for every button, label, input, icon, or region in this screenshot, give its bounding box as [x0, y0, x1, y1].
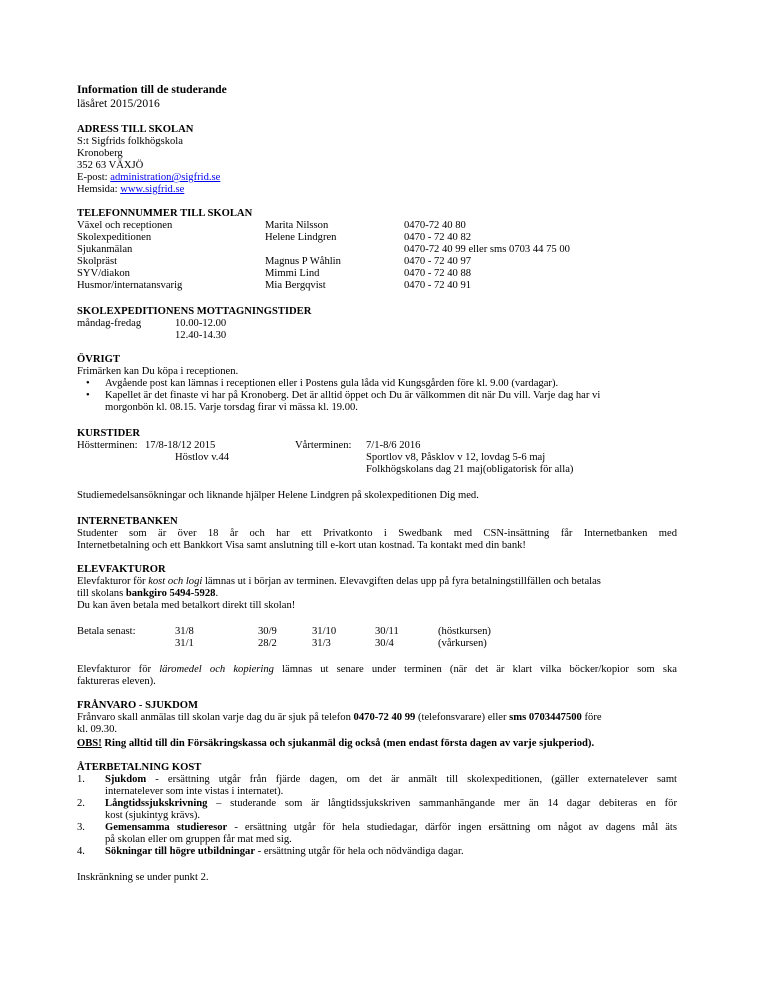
phone-contact: Helene Lindgren	[265, 232, 337, 243]
due-date: 30/9	[258, 626, 277, 637]
absence-text	[77, 712, 602, 725]
invoices-heading: ELEVFAKTUROR	[77, 564, 166, 575]
phone-number: 0470-72 40 99 eller sms 0703 44 75 00	[404, 244, 570, 255]
bullet-icon: •	[86, 378, 90, 389]
absence-text-part: Frånvaro skall anmälas till skolan varje dag du är sjuk på telefon	[77, 712, 354, 723]
phones-heading: TELEFONNUMMER TILL SKOLAN	[77, 208, 253, 219]
hours-time: 12.40-14.30	[175, 330, 227, 341]
misc-bullet-cont: morgonbön kl. 08.15. Varje torsdag firar vi mässa kl. 19.00.	[105, 402, 358, 413]
invoices-text-emph: läromedel och kopiering	[159, 664, 274, 675]
address-line: S:t Sigfrids folkhögskola	[77, 136, 183, 147]
refund-item-cont: på skolan eller om gruppen får mat med sig.	[105, 834, 292, 845]
phone-number: 0470 - 72 40 82	[404, 232, 472, 243]
absence-text-part: före	[581, 712, 602, 723]
list-number: 4.	[77, 846, 85, 857]
refund-item-text: - ersättning utgår för hela och nödvändiga dagar.	[255, 846, 464, 857]
refund-item-text: - ersättning utgår för hela studiedagar, därför ingen ersättning om något av dagens mål äts	[227, 822, 677, 833]
refund-item-title: Sökningar till högre utbildningar	[105, 846, 256, 857]
terms-note: Studiemedelsansökningar och liknande hjälper Helene Lindgren på skolexpeditionen Dig med.	[77, 490, 479, 501]
refund-item	[105, 798, 677, 811]
due-date: 30/11	[375, 626, 399, 637]
hours-heading: SKOLEXPEDITIONENS MOTTAGNINGSTIDER	[77, 306, 312, 317]
school-year: läsåret 2015/2016	[77, 97, 160, 110]
refund-item	[105, 774, 677, 787]
invoices-text-part: Elevfakturor för	[77, 664, 160, 675]
phone-number: 0470 - 72 40 91	[404, 280, 472, 291]
refund-item-title: Gemensamma studieresor	[105, 822, 228, 833]
phone-contact: Marita Nilsson	[265, 220, 329, 231]
website-link[interactable]: www.sigfrid.se	[120, 184, 185, 195]
spring-day: Folkhögskolans dag 21 maj(obligatorisk för alla)	[366, 464, 574, 475]
address-line: Kronoberg	[77, 148, 123, 159]
autumn-dates: 17/8-18/12 2015	[145, 440, 216, 451]
phone-contact: Magnus P Wåhlin	[265, 256, 341, 267]
email-row	[77, 172, 220, 185]
misc-bullet: Kapellet är det finaste vi har på Kronoberg. Det är alltid öppet och Du är välkommen dit när Du vill. Varje dag har vi	[105, 390, 601, 401]
due-date: 31/1	[175, 638, 194, 649]
due-note: (vårkursen)	[438, 638, 487, 649]
absence-heading: FRÅNVARO - SJUKDOM	[77, 700, 199, 711]
spring-dates: 7/1-8/6 2016	[366, 440, 421, 451]
phone-number: 0470-72 40 80	[404, 220, 466, 231]
misc-bullet: Avgående post kan lämnas i receptionen eller i Postens gula låda vid Kungsgården före kl. 9.00 (vardagar).	[105, 378, 559, 389]
invoices-text: Du kan även betala med betalkort direkt till skolan!	[77, 600, 296, 611]
bank-heading: INTERNETBANKEN	[77, 516, 178, 527]
invoices-text-part: till skolans	[77, 588, 126, 599]
hours-days: måndag-fredag	[77, 318, 142, 329]
terms-heading: KURSTIDER	[77, 428, 140, 439]
invoices-text-part: Elevfakturor för	[77, 576, 149, 587]
email-label: E-post:	[77, 172, 111, 183]
refund-item-text: - ersättning utgår från fjärde dagen, om det är anmält till skolexpeditionen, (gäller externatelever samt	[146, 774, 677, 785]
invoices-text-part: .	[215, 588, 219, 599]
due-date: 28/2	[258, 638, 277, 649]
absence-text-part: (telefonsvarare) eller	[415, 712, 510, 723]
invoices-text	[77, 664, 677, 677]
refund-item-title: Långtidssjukskrivning	[105, 798, 208, 809]
absence-sms: sms 0703447500	[509, 712, 582, 723]
refund-item	[105, 846, 464, 859]
list-number: 1.	[77, 774, 85, 785]
refund-item-cont: kost (sjukintyg krävs).	[105, 810, 201, 821]
spring-break: Sportlov v8, Påsklov v 12, lovdag 5-6 maj	[366, 452, 546, 463]
list-number: 3.	[77, 822, 85, 833]
obs-label: OBS!	[77, 738, 102, 749]
phone-role: Skolpräst	[77, 256, 118, 267]
hours-time: 10.00-12.00	[175, 318, 227, 329]
document-title: Information till de studerande	[77, 83, 227, 96]
absence-phone: 0470-72 40 99	[353, 712, 416, 723]
due-date: 31/10	[312, 626, 337, 637]
phone-role: Sjukanmälan	[77, 244, 133, 255]
address-heading: ADRESS TILL SKOLAN	[77, 124, 194, 135]
bankgiro-number: bankgiro 5494-5928	[125, 588, 216, 599]
address-line: 352 63 VÄXJÖ	[77, 160, 144, 171]
misc-intro: Frimärken kan Du köpa i receptionen.	[77, 366, 239, 377]
website-row	[77, 184, 184, 197]
phone-role: Skolexpeditionen	[77, 232, 152, 243]
autumn-break: Höstlov v.44	[175, 452, 230, 463]
obs-text: Ring alltid till din Försäkringskassa och sjukanmäl dig också (men endast första dagen av varje sjukperiod).	[101, 738, 595, 749]
invoices-text-part: lämnas ut i början av terminen. Elevavgiften delas upp på fyra betalningstillfällen och betalas	[202, 576, 601, 587]
refund-footer: Inskränkning se under punkt 2.	[77, 872, 209, 883]
due-date: 31/3	[312, 638, 331, 649]
invoices-text-emph: kost och logi	[148, 576, 203, 587]
refund-heading: ÅTERBETALNING KOST	[77, 762, 202, 773]
bank-text: Studenter som är över 18 år och har ett Privatkonto i Swedbank med CSN-insättning får Internetbanken med	[77, 528, 677, 539]
phone-role: Husmor/internatansvarig	[77, 280, 183, 291]
refund-item-cont: internatelever som inte vistas i internatet).	[105, 786, 284, 797]
invoices-text: faktureras eleven).	[77, 676, 156, 687]
bank-text: Internetbetalning och ett Bankkort Visa samt anslutning till e-kort utan kostnad. Ta kontakt med din bank!	[77, 540, 526, 551]
bullet-icon: •	[86, 390, 90, 401]
refund-item-title: Sjukdom	[105, 774, 147, 785]
due-note: (höstkursen)	[438, 626, 491, 637]
refund-item-text: – studerande som är långtidssjukskriven sammanhängande mer än 14 dagar debiteras en för	[207, 798, 677, 809]
email-link[interactable]: administration@sigfrid.se	[110, 172, 221, 183]
autumn-label: Höstterminen:	[77, 440, 138, 451]
due-date: 31/8	[175, 626, 194, 637]
misc-heading: ÖVRIGT	[77, 354, 120, 365]
invoices-text-part: lämnas ut senare under terminen (när det är klart vilka böcker/kopior som ska	[273, 664, 677, 675]
phone-role: Växel och receptionen	[77, 220, 173, 231]
phone-number: 0470 - 72 40 97	[404, 256, 472, 267]
phone-role: SYV/diakon	[77, 268, 130, 279]
due-date: 30/4	[375, 638, 394, 649]
website-label: Hemsida:	[77, 184, 121, 195]
absence-text: kl. 09.30.	[77, 724, 118, 735]
list-number: 2.	[77, 798, 85, 809]
refund-item	[105, 822, 677, 835]
due-label: Betala senast:	[77, 626, 136, 637]
absence-obs	[77, 738, 594, 751]
phone-contact: Mia Bergqvist	[265, 280, 326, 291]
invoices-text	[77, 576, 601, 589]
invoices-text	[77, 588, 218, 601]
phone-number: 0470 - 72 40 88	[404, 268, 472, 279]
spring-label: Vårterminen:	[295, 440, 352, 451]
phone-contact: Mimmi Lind	[265, 268, 320, 279]
